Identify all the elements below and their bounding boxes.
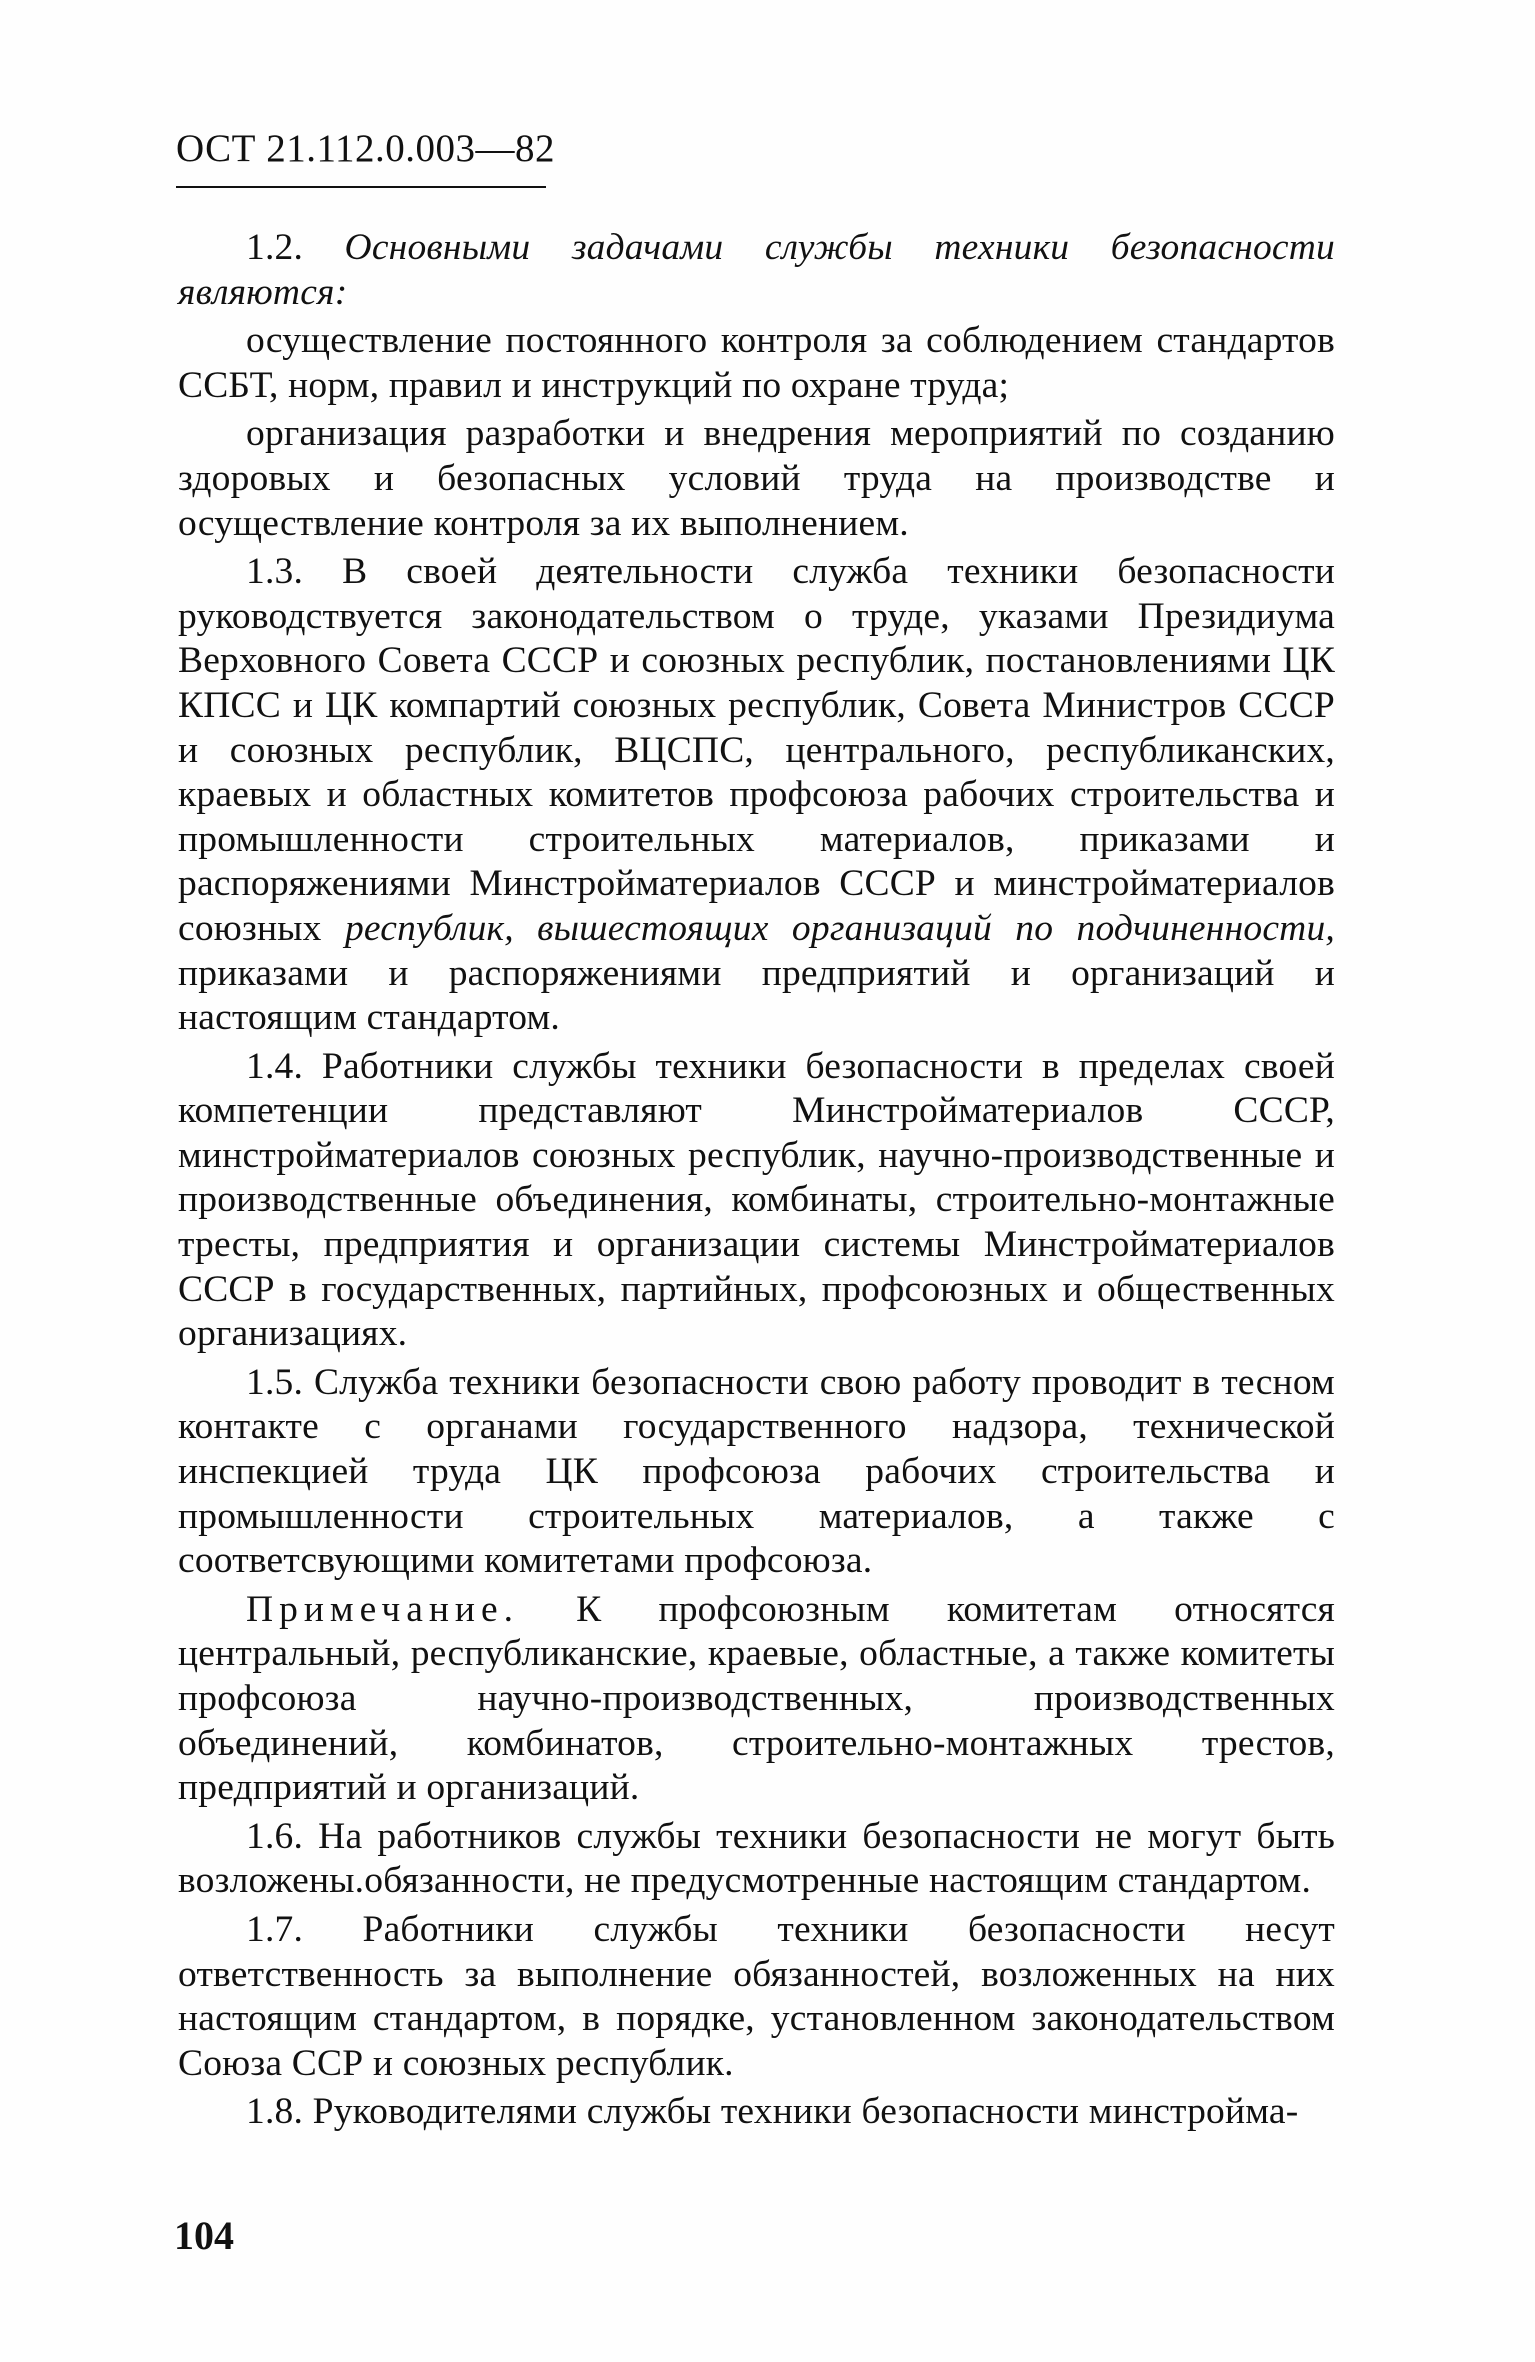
- paragraph-text: Работники службы техники безопасности в пределах своей компетенции представляют Минстройматериалов СССР, минстройматериалов союзных республик, научно-производственные и производственные объединения, комбинаты, строительно-монтажные тресты, предприятия и организации системы Минстройматериалов СССР в государственных, партийных, профсоюзных и общественных организациях.: [178, 1045, 1335, 1355]
- paragraph-1-5: [178, 1361, 1335, 1584]
- paragraph-number: 1.8.: [246, 2091, 304, 2133]
- paragraph-text: На работников службы техники безопасности не могут быть возложены.обязанности, не предусмотренные настоящим стандартом.: [178, 1815, 1335, 1902]
- document-body: [178, 226, 1335, 2139]
- note: [178, 1588, 1335, 1811]
- paragraph-1-2-item-b: организация разработки и внедрения мероприятий по созданию здоровых и безопасных условий труда на производстве и осуществление контроля за их выполнением.: [178, 413, 1335, 544]
- page-number: 104: [174, 2213, 234, 2258]
- paragraph-1-2-item-a: осуществление постоянного контроля за соблюдением стандартов ССБТ, норм, правил и инструкций по охране труда;: [178, 320, 1335, 406]
- paragraph-1-6: [178, 1815, 1335, 1904]
- paragraph-number: 1.2.: [246, 227, 304, 268]
- paragraph-1-4: [178, 1045, 1335, 1357]
- paragraph-text: Основными задачами службы техники безопасности являются:: [178, 227, 1335, 313]
- header-divider: [176, 186, 546, 188]
- paragraph-number: 1.4.: [246, 1045, 304, 1087]
- paragraph-text: Руководителями службы техники безопасности минстройма-: [312, 2091, 1299, 2133]
- paragraph-1-8: [178, 2090, 1335, 2135]
- paragraph-text: Работники службы техники безопасности несут ответственность за выполнение обязанностей, возложенных на них настоящим стандартом, в порядке, установленном законодательством Союза ССР и союзных республик.: [178, 1908, 1336, 2084]
- document-code: ОСТ 21.112.0.003—82: [176, 127, 556, 170]
- paragraph-italic-text: республик, вышестоящих организаций по подчиненности,: [344, 907, 1335, 949]
- paragraph-number: 1.6.: [246, 1815, 304, 1857]
- paragraph-number: 1.5.: [246, 1361, 304, 1403]
- paragraph-text: Служба техники безопасности свою работу проводит в тесном контакте с органами государственного надзора, технической инспекцией труда ЦК профсоюза рабочих строительства и промышленности строительных материалов, а также с соответсвующими комитетами профсоюза.: [178, 1361, 1335, 1582]
- paragraph-text: В своей деятельности служба техники безопасности руководствуется законодательством о труде, указами Президиума Верховного Совета СССР и союзных республик, постановлениями ЦК КПСС и ЦК компартий союзных республик, Совета Министров СССР и союзных республик, ВЦСПС, центрального, республиканских, краевых и областных комитетов профсоюза рабочих строительства и промышленности строительных материалов, приказами и распоряжениями Минстройматериалов СССР и минстройматериалов союзных: [178, 551, 1335, 949]
- paragraph-number: 1.7.: [246, 1908, 304, 1950]
- paragraph-1-7: [178, 1908, 1335, 2086]
- note-label: Примечание.: [246, 1588, 520, 1630]
- paragraph-1-2: [178, 226, 1335, 315]
- paragraph-number: 1.3.: [246, 551, 304, 593]
- paragraph-1-3: [178, 550, 1335, 1041]
- paragraph-text-end: приказами и распоряжениями предприятий и организаций и настоящим стандартом.: [178, 952, 1335, 1039]
- note-text: К профсоюзным комитетам относятся центральный, республиканские, краевые, областные, а также комитеты профсоюза научно-производственных, производственных объединений, комбинатов, строительно-монтажных трестов, предприятий и организаций.: [178, 1588, 1336, 1809]
